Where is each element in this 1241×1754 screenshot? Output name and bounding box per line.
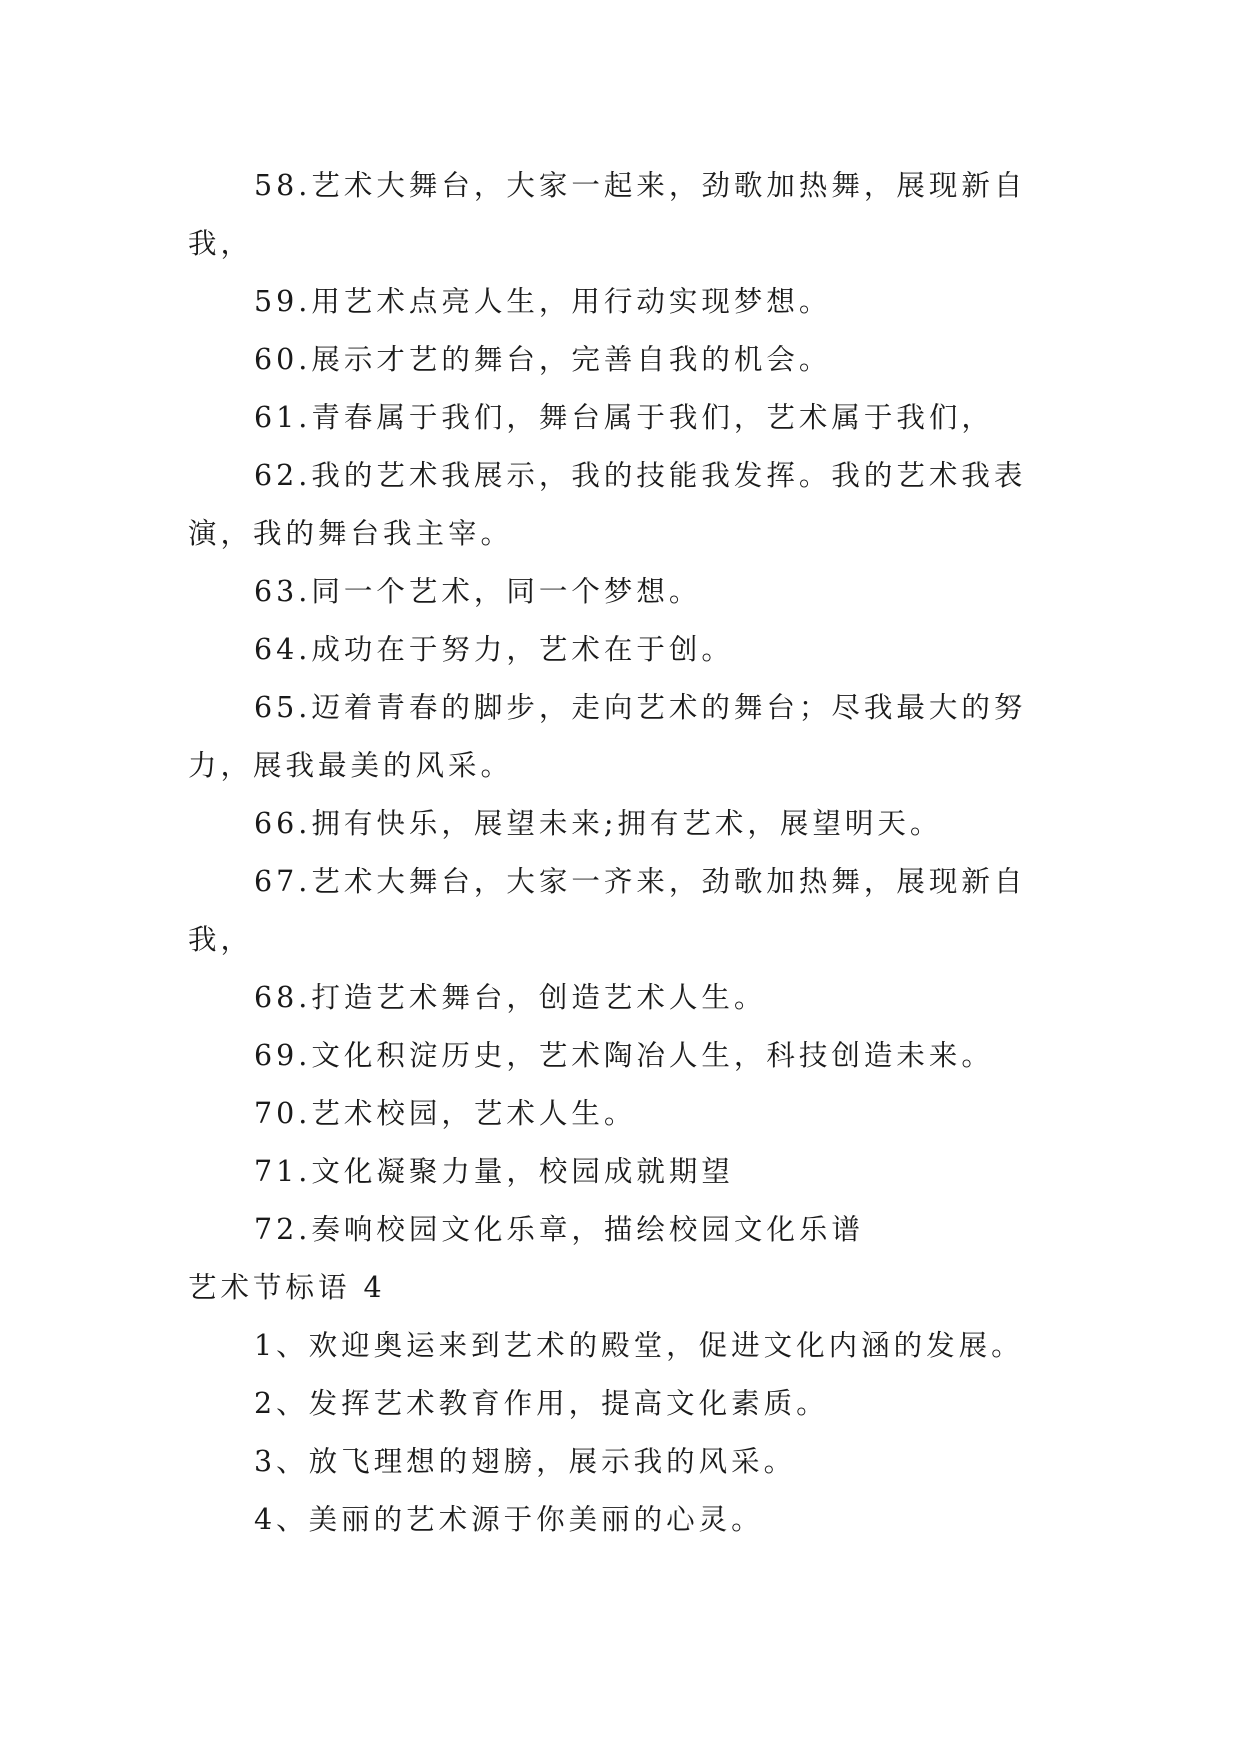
slogan-b-1: 1、欢迎奥运来到艺术的殿堂，促进文化内涵的发展。 bbox=[254, 1329, 1024, 1362]
slogan-60: 60.展示才艺的舞台，完善自我的机会。 bbox=[254, 343, 832, 376]
slogan-70: 70.艺术校园，艺术人生。 bbox=[254, 1097, 637, 1130]
slogan-69: 69.文化积淀历史，艺术陶冶人生，科技创造未来。 bbox=[254, 1039, 994, 1072]
slogan-b-4: 4、美丽的艺术源于你美丽的心灵。 bbox=[254, 1503, 764, 1536]
slogan-72: 72.奏响校园文化乐章，描绘校园文化乐谱 bbox=[254, 1213, 864, 1246]
slogan-65: 65.迈着青春的脚步，走向艺术的舞台；尽我最大的努力，展我最美的风采。 bbox=[188, 691, 1027, 782]
slogan-62: 62.我的艺术我展示，我的技能我发挥。我的艺术我表演，我的舞台我主宰。 bbox=[188, 459, 1027, 550]
section-heading: 艺术节标语 4 bbox=[188, 1271, 386, 1304]
slogan-58: 58.艺术大舞台，大家一起来，劲歌加热舞，展现新自我， bbox=[188, 169, 1027, 260]
slogan-63: 63.同一个艺术，同一个梦想。 bbox=[254, 575, 702, 608]
slogan-b-2: 2、发挥艺术教育作用，提高文化素质。 bbox=[254, 1387, 829, 1420]
document-page bbox=[188, 157, 1053, 1549]
slogan-67: 67.艺术大舞台，大家一齐来，劲歌加热舞，展现新自我， bbox=[188, 865, 1027, 956]
slogan-71: 71.文化凝聚力量，校园成就期望 bbox=[254, 1155, 734, 1188]
slogan-61: 61.青春属于我们，舞台属于我们，艺术属于我们， bbox=[254, 401, 994, 434]
slogan-64: 64.成功在于努力，艺术在于创。 bbox=[254, 633, 734, 666]
slogan-66: 66.拥有快乐，展望未来;拥有艺术，展望明天。 bbox=[254, 807, 943, 840]
slogan-59: 59.用艺术点亮人生，用行动实现梦想。 bbox=[254, 285, 832, 318]
slogan-68: 68.打造艺术舞台，创造艺术人生。 bbox=[254, 981, 767, 1014]
slogan-b-3: 3、放飞理想的翅膀，展示我的风采。 bbox=[254, 1445, 797, 1478]
